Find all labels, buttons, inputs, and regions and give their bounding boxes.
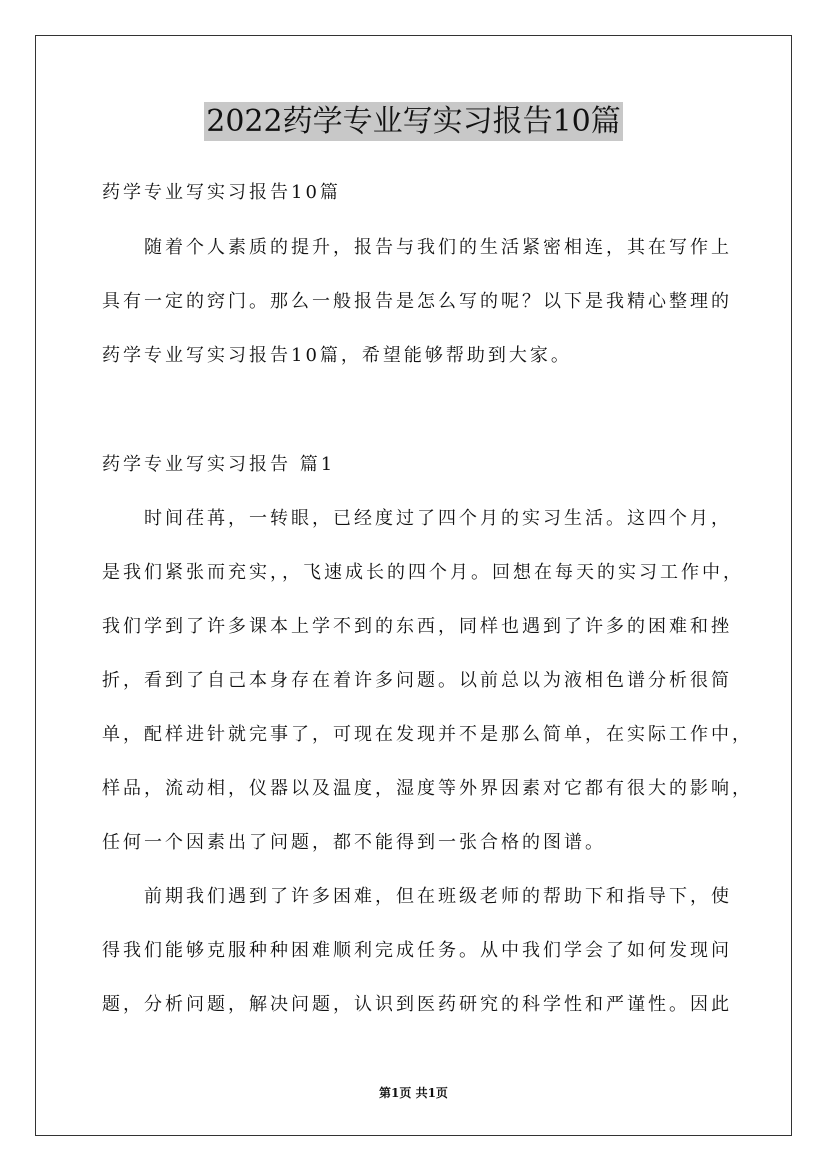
subtitle: 药学专业写实习报告10篇	[102, 182, 341, 203]
body-line: 折，看到了自己本身存在着许多问题。以前总以为液相色谱分析很简	[102, 670, 732, 691]
body-line: 时间荏苒，一转眼，已经度过了四个月的实习生活。这四个月，	[102, 508, 732, 529]
body-line: 题，分析问题，解决问题，认识到医药研究的科学性和严谨性。因此	[102, 994, 732, 1015]
intro-line: 随着个人素质的提升，报告与我们的生活紧密相连，其在写作上	[102, 237, 732, 258]
document-title-wrap	[0, 102, 827, 142]
intro-line: 药学专业写实习报告10篇，希望能够帮助到大家。	[102, 345, 572, 366]
document-title: 2022药学专业写实习报告10篇	[206, 104, 621, 139]
body-line: 样品，流动相，仪器以及温度，湿度等外界因素对它都有很大的影响，	[102, 778, 753, 799]
body-line: 前期我们遇到了许多困难，但在班级老师的帮助下和指导下，使	[102, 886, 732, 907]
body-line: 我们学到了许多课本上学不到的东西，同样也遇到了许多的困难和挫	[102, 616, 732, 637]
section-heading: 药学专业写实习报告 篇1	[102, 454, 336, 475]
page-number: 第1页 共1页	[379, 1086, 448, 1100]
body-line: 是我们紧张而充实，，飞速成长的四个月。回想在每天的实习工作中，	[102, 562, 744, 583]
body-line: 单，配样进针就完事了，可现在发现并不是那么简单，在实际工作中，	[102, 724, 753, 745]
body-line: 得我们能够克服种种困难顺利完成任务。从中我们学会了如何发现问	[102, 940, 732, 961]
body-line: 任何一个因素出了问题，都不能得到一张合格的图谱。	[102, 832, 606, 853]
intro-line: 具有一定的窍门。那么一般报告是怎么写的呢？以下是我精心整理的	[102, 291, 732, 312]
